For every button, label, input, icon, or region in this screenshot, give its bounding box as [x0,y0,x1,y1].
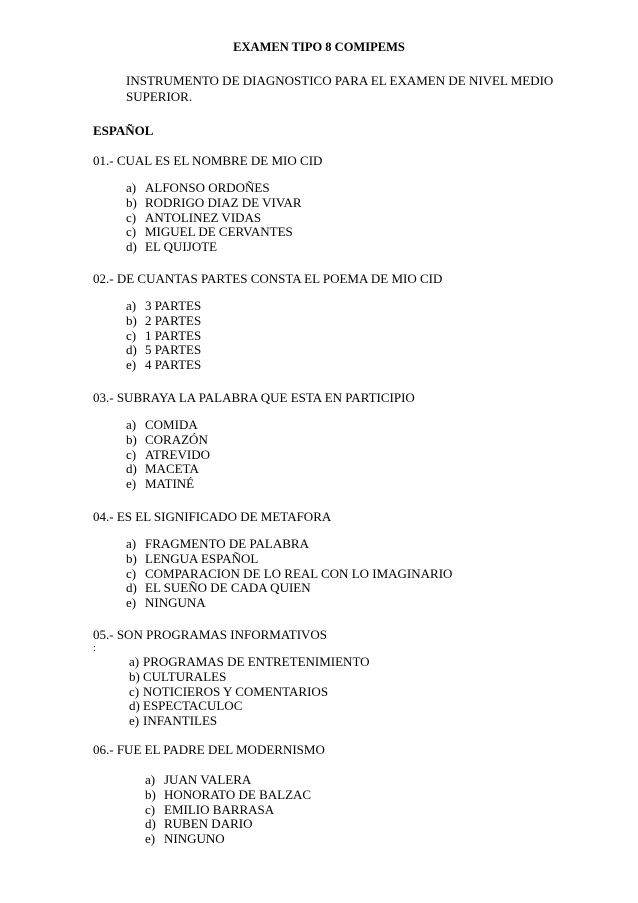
answer-option [126,552,452,567]
option-letter: c) [126,209,137,225]
option-letter: e) [145,831,156,847]
option-letter: a) [126,536,137,551]
question-1-options [126,181,302,255]
option-text: ESPECTACULOC [143,698,243,714]
option-letter: c) [126,224,137,240]
option-text: MIGUEL DE CERVANTES [145,224,293,240]
option-text: 5 PARTES [145,342,202,358]
answer-option [129,714,370,729]
option-letter: b) [126,431,137,447]
option-letter: e) [126,476,137,492]
option-text: MACETA [145,461,199,477]
option-text: NINGUNO [164,831,225,847]
question-4-options [126,537,452,611]
answer-option [145,832,311,847]
answer-option [129,655,370,670]
option-letter: a) [126,180,137,195]
option-text: EL SUEÑO DE CADA QUIEN [145,580,311,596]
option-text: HONORATO DE BALZAC [164,786,312,802]
answer-option [126,299,201,314]
option-text: PROGRAMAS DE ENTRETENIMIENTO [143,654,370,669]
option-letter: c) [145,801,156,817]
option-text: EL QUIJOTE [145,239,218,255]
option-letter: b) [126,194,137,210]
stray-colon: : [93,643,96,654]
answer-option [145,788,311,803]
option-text: JUAN VALERA [164,772,252,787]
option-letter: d) [126,580,137,596]
answer-option [126,314,201,329]
answer-option [126,343,201,358]
section-heading: ESPAÑOL [93,123,154,138]
answer-option [126,181,302,196]
answer-option [126,581,452,596]
answer-option [129,699,370,714]
answer-option [145,803,311,818]
question-1-text: 01.- CUAL ES EL NOMBRE DE MIO CID [93,153,323,168]
option-text: COMIDA [145,417,198,432]
option-letter: c) [126,446,137,462]
option-letter: b) [145,786,156,802]
option-letter: b) [126,312,137,328]
intro-line-1: INSTRUMENTO DE DIAGNOSTICO PARA EL EXAMEN DE NIVEL MEDIO [126,73,554,88]
question-6-options [145,773,311,847]
question-2-options [126,299,201,373]
option-text: ATREVIDO [145,446,210,462]
option-letter: d) [129,698,140,714]
option-letter: c) [126,565,137,581]
option-text: EMILIO BARRASA [164,801,275,817]
answer-option [129,670,370,685]
question-3-text: 03.- SUBRAYA LA PALABRA QUE ESTA EN PARTICIPIO [93,390,415,405]
answer-option [126,567,452,582]
option-letter: a) [126,417,137,432]
option-letter: e) [126,357,137,373]
option-text: ANTOLINEZ VIDAS [145,209,262,225]
option-text: 1 PARTES [145,327,202,343]
option-letter: d) [126,239,137,255]
exam-title: EXAMEN TIPO 8 COMIPEMS [233,40,405,54]
question-5-options [129,655,370,729]
option-letter: a) [126,298,137,313]
answer-option [126,240,302,255]
answer-option [126,358,201,373]
answer-option [126,448,210,463]
option-letter: d) [126,342,137,358]
answer-option [126,329,201,344]
option-letter: a) [129,654,140,669]
option-letter: c) [126,327,137,343]
option-text: COMPARACION DE LO REAL CON LO IMAGINARIO [145,565,453,581]
option-text: CULTURALES [143,668,227,684]
answer-option [126,596,452,611]
question-6-text: 06.- FUE EL PADRE DEL MODERNISMO [93,742,325,757]
option-text: FRAGMENTO DE PALABRA [145,536,309,551]
question-4-text: 04.- ES EL SIGNIFICADO DE METAFORA [93,509,332,524]
option-text: NINGUNA [145,595,206,611]
intro-line-2: SUPERIOR. [126,89,193,104]
question-2-text: 02.- DE CUANTAS PARTES CONSTA EL POEMA DE MIO CID [93,271,443,286]
answer-option [126,211,302,226]
option-text: NOTICIEROS Y COMENTARIOS [143,683,329,699]
intro-text [126,73,596,105]
option-letter: b) [129,668,140,684]
option-text: 3 PARTES [145,298,202,313]
option-text: RODRIGO DIAZ DE VIVAR [145,194,302,210]
option-text: INFANTILES [143,713,218,729]
answer-option [129,685,370,700]
answer-option [126,462,210,477]
option-text: 2 PARTES [145,312,202,328]
answer-option [126,433,210,448]
answer-option [126,537,452,552]
answer-option [126,477,210,492]
option-text: ALFONSO ORDOÑES [145,180,270,195]
option-letter: b) [126,550,137,566]
answer-option [126,225,302,240]
answer-option [145,817,311,832]
option-letter: d) [126,461,137,477]
answer-option [126,418,210,433]
option-text: 4 PARTES [145,357,202,373]
option-text: MATINÉ [145,476,195,492]
question-3-options [126,418,210,492]
option-text: RUBEN DARIO [164,816,253,832]
option-text: CORAZÓN [145,431,208,447]
question-5-text: 05.- SON PROGRAMAS INFORMATIVOS [93,627,328,642]
option-letter: e) [129,713,140,729]
answer-option [126,196,302,211]
answer-option [145,773,311,788]
option-letter: e) [126,595,137,611]
option-letter: a) [145,772,156,787]
option-text: LENGUA ESPAÑOL [145,550,259,566]
option-letter: c) [129,683,140,699]
option-letter: d) [145,816,156,832]
